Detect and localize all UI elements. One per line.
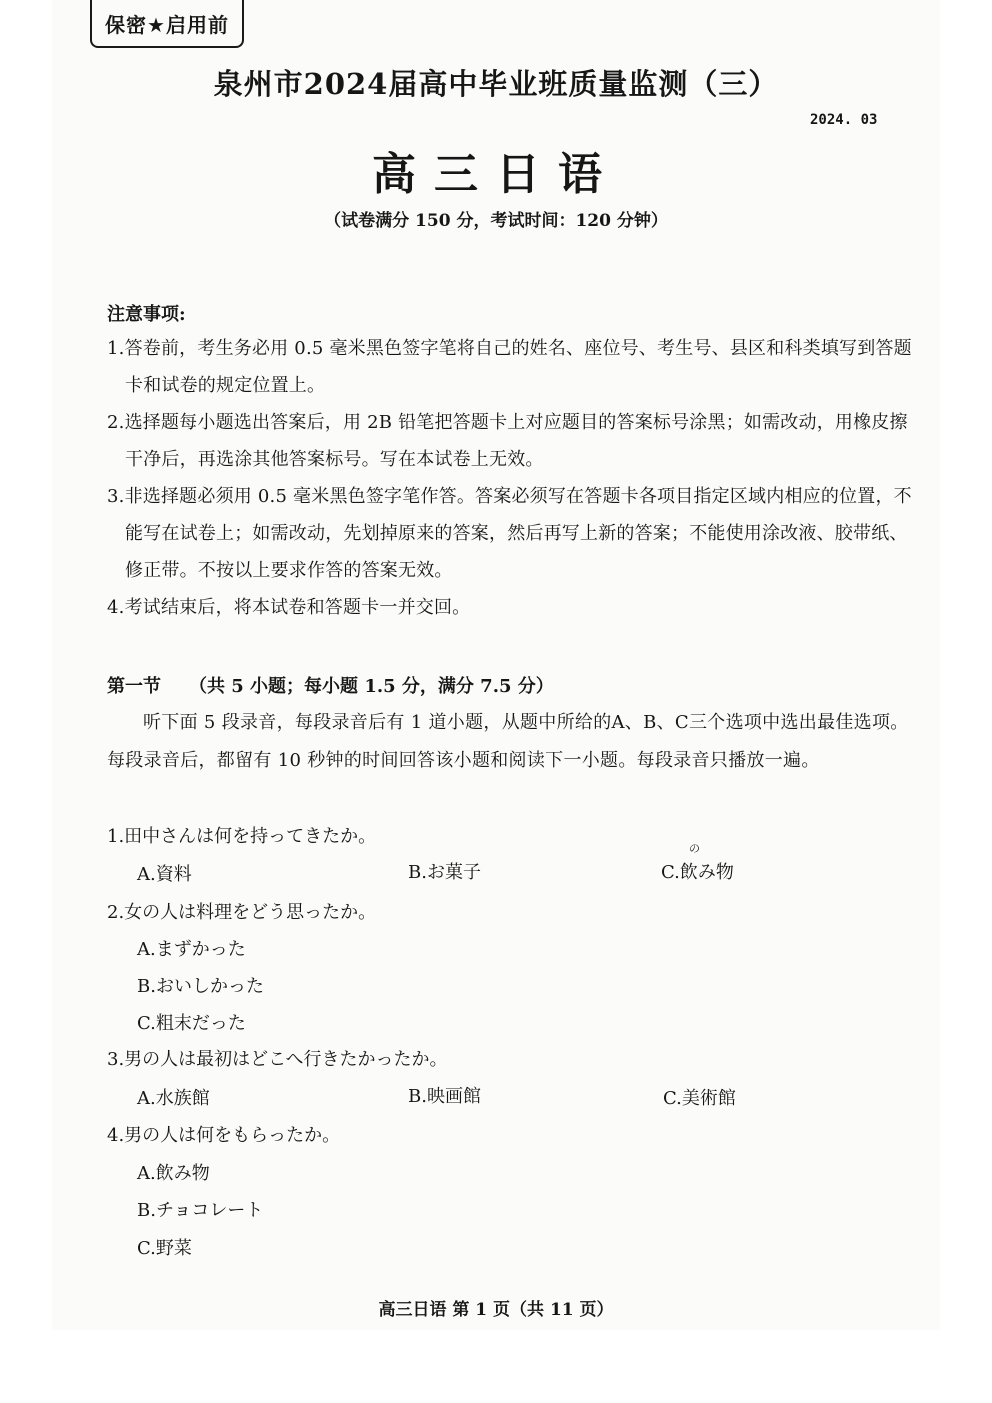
question-3: 3.男の人は最初はどこへ行きたかったか。 (107, 1049, 448, 1070)
question-1: 1.田中さんは何を持ってきたか。 (107, 826, 377, 847)
note-item: 1.答卷前，考生务必用 0.5 毫米黑色签字笔将自己的姓名、座位号、考生号、县区和科类填写到答题卡和试卷的规定位置上。 (107, 338, 912, 396)
question-2-option-c: C.粗末だった (137, 1013, 246, 1034)
question-1-option-a: A.資料 (137, 864, 192, 885)
question-4-option-b: B.チョコレート (137, 1200, 264, 1221)
page-footer: 高三日语 第 1 页（共 11 页） (378, 1300, 614, 1320)
section-instructions: 听下面 5 段录音，每段录音后有 1 道小题，从题中所给的A、B、C三个选项中选出最佳选项。每段录音后，都留有 10 秒钟的时间回答该小题和阅读下一小题。每段录音只播放一遍。 (107, 712, 909, 771)
question-4-option-a: A.飲み物 (137, 1163, 210, 1184)
exam-date: 2024. 03 (810, 112, 878, 128)
question-3-option-c: C.美術館 (663, 1088, 736, 1109)
question-4: 4.男の人は何をもらったか。 (107, 1125, 341, 1146)
note-item: 3.非选择题必须用 0.5 毫米黑色签字笔作答。答案必须写在答题卡各项目指定区域内相应的位置，不能写在试卷上；如需改动，先划掉原来的答案，然后再写上新的答案；不能使用涂改液、胶带纸、修正带。不按以上要求作答的答案无效。 (107, 486, 912, 581)
section-meta: （共 5 小题；每小题 1.5 分，满分 7.5 分） (189, 676, 554, 697)
section-heading (107, 672, 554, 698)
furigana: の (689, 842, 700, 855)
question-4-option-c: C.野菜 (137, 1238, 192, 1259)
question-2: 2.女の人は料理をどう思ったか。 (107, 902, 377, 923)
question-2-option-b: B.おいしかった (137, 976, 264, 997)
subject-title: 高三日语 (372, 149, 620, 200)
note-item: 4.考试结束后，将本试卷和答题卡一并交回。 (107, 597, 471, 618)
confidential-seal: 保密★启用前 (90, 0, 244, 48)
notes-heading: 注意事项: (107, 304, 186, 325)
question-2-option-a: A.まずかった (137, 939, 246, 960)
question-1-option-c: C.飲み物 (661, 862, 734, 883)
question-1-option-b: B.お菓子 (408, 862, 481, 883)
notes-list (107, 330, 917, 626)
question-3-option-a: A.水族館 (137, 1088, 210, 1109)
exam-title: 泉州市2024届高中毕业班质量监测（三） (213, 67, 779, 101)
section-name: 第一节 (107, 676, 161, 697)
note-item: 2.选择题每小题选出答案后，用 2B 铅笔把答题卡上对应题目的答案标号涂黑；如需改动，用橡皮擦干净后，再选涂其他答案标号。写在本试卷上无效。 (107, 412, 908, 470)
exam-info: （试卷满分 150 分，考试时间：120 分钟） (324, 211, 668, 231)
question-3-option-b: B.映画館 (408, 1086, 481, 1107)
